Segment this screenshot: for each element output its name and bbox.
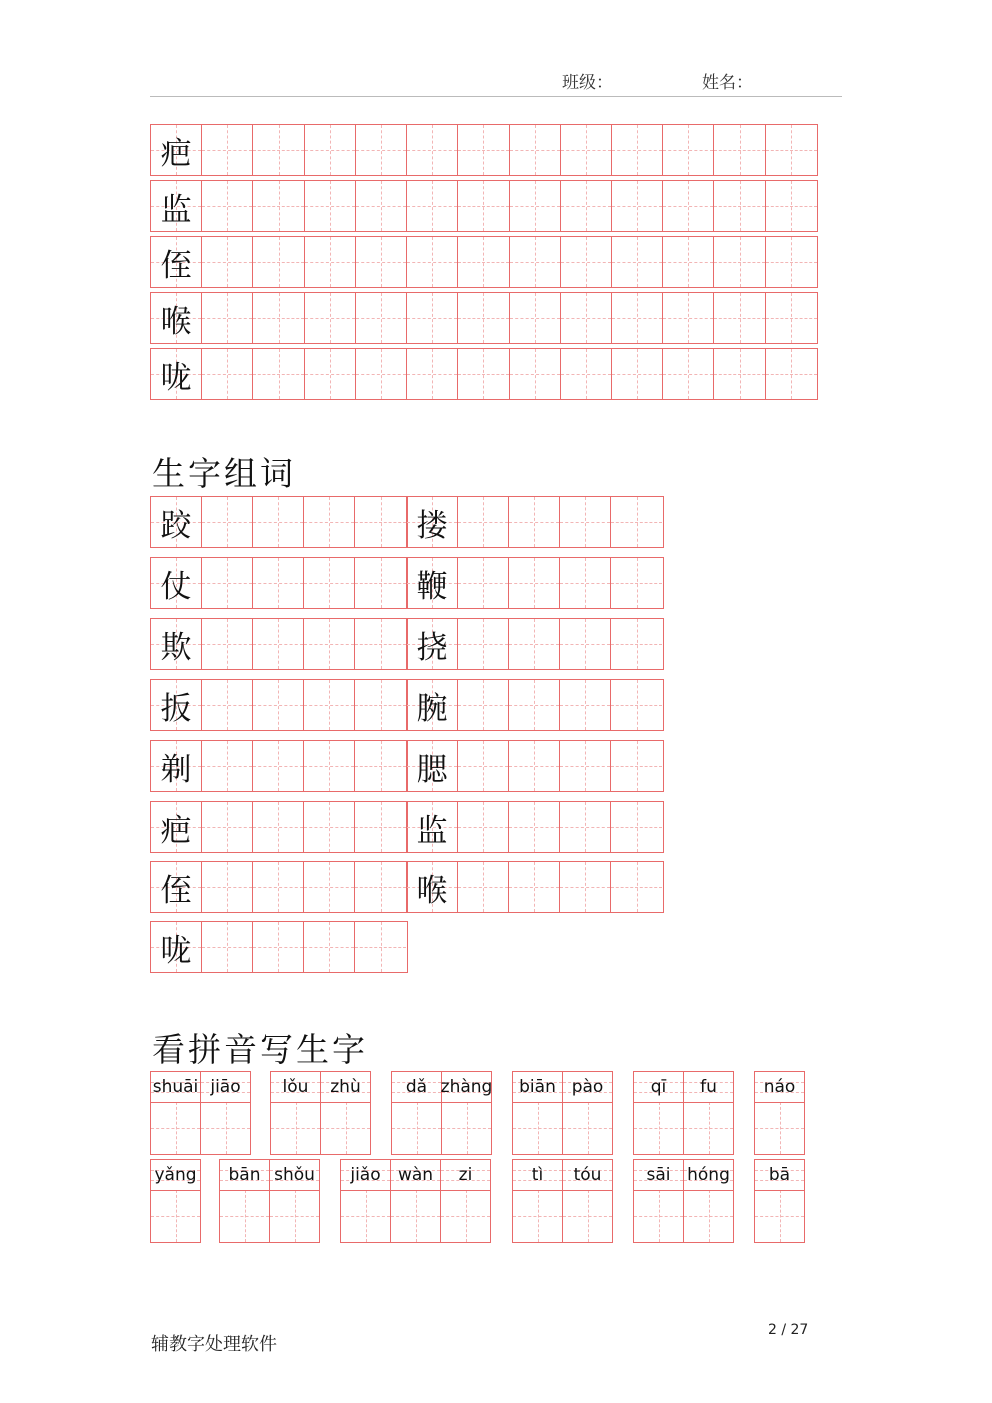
write-box[interactable] [634, 1102, 683, 1154]
grid-cell[interactable] [151, 619, 202, 669]
footer-software: 辅教字处理软件 [151, 1334, 277, 1355]
grid-cell[interactable] [151, 802, 202, 852]
grid-cell[interactable] [407, 741, 458, 791]
character: 跤 [160, 507, 192, 544]
grid-cell[interactable] [304, 680, 355, 730]
grid-cell[interactable] [202, 497, 253, 547]
grid-cell[interactable] [202, 862, 253, 912]
word-row-right [406, 496, 664, 548]
write-box[interactable] [392, 1102, 441, 1154]
word-row-right [406, 801, 664, 853]
pinyin-box[interactable] [562, 1071, 613, 1155]
character: 剃 [160, 751, 192, 788]
grid-cell[interactable] [202, 619, 253, 669]
grid-cell[interactable] [253, 680, 304, 730]
grid-cell[interactable] [510, 293, 561, 343]
grid-cell[interactable] [663, 181, 714, 231]
grid-cell[interactable] [766, 125, 817, 175]
grid-cell[interactable] [612, 125, 663, 175]
grid-cell[interactable] [560, 802, 611, 852]
grid-cell[interactable] [355, 802, 406, 852]
word-row-right [406, 679, 664, 731]
grid-cell[interactable] [253, 293, 304, 343]
grid-cell[interactable] [561, 293, 612, 343]
grid-cell[interactable] [202, 680, 253, 730]
grid-cell[interactable] [253, 558, 304, 608]
pinyin-box[interactable] [219, 1159, 270, 1243]
grid-cell[interactable] [151, 497, 202, 547]
grid-cell[interactable] [151, 741, 202, 791]
character: 疤 [160, 812, 192, 849]
grid-cell[interactable] [151, 680, 202, 730]
grid-cell[interactable] [458, 619, 509, 669]
grid-cell[interactable] [202, 558, 253, 608]
word-row-left [150, 861, 408, 913]
word-row-left [150, 618, 408, 670]
grid-cell[interactable] [151, 349, 202, 399]
word-row-left [150, 740, 408, 792]
grid-cell[interactable] [202, 181, 253, 231]
grid-cell[interactable] [458, 497, 509, 547]
grid-cell[interactable] [407, 125, 458, 175]
character: 挠 [416, 629, 448, 666]
grid-cell[interactable] [458, 181, 509, 231]
grid-cell[interactable] [407, 349, 458, 399]
pinyin-box[interactable] [441, 1071, 492, 1155]
grid-cell[interactable] [561, 125, 612, 175]
pinyin-text: zi [441, 1160, 490, 1191]
pinyin-group [270, 1071, 370, 1155]
grid-cell[interactable] [611, 497, 662, 547]
grid-cell[interactable] [458, 349, 509, 399]
pinyin-text: náo [755, 1072, 804, 1103]
grid-cell[interactable] [304, 741, 355, 791]
grid-cell[interactable] [714, 349, 765, 399]
character: 咙 [160, 359, 192, 396]
pinyin-box[interactable] [512, 1159, 563, 1243]
grid-cell[interactable] [560, 619, 611, 669]
grid-cell[interactable] [304, 802, 355, 852]
grid-cell[interactable] [560, 558, 611, 608]
pinyin-box[interactable] [200, 1071, 251, 1155]
grid-cell[interactable] [663, 349, 714, 399]
grid-cell[interactable] [356, 181, 407, 231]
write-box[interactable] [755, 1102, 804, 1154]
grid-cell[interactable] [663, 237, 714, 287]
pinyin-text: sāi [634, 1160, 683, 1191]
pinyin-text: bā [755, 1160, 804, 1191]
pinyin-text: dǎ [392, 1072, 441, 1103]
pinyin-text: shuāi [151, 1072, 200, 1103]
character: 监 [160, 191, 192, 228]
pinyin-box[interactable] [320, 1071, 371, 1155]
write-box[interactable] [442, 1102, 491, 1154]
grid-cell[interactable] [561, 181, 612, 231]
grid-cell[interactable] [611, 619, 662, 669]
write-box[interactable] [441, 1190, 490, 1242]
grid-cell[interactable] [561, 237, 612, 287]
grid-cell[interactable] [202, 237, 253, 287]
grid-cell[interactable] [407, 558, 458, 608]
practice-row [150, 348, 818, 400]
grid-cell[interactable] [611, 680, 662, 730]
grid-cell[interactable] [304, 497, 355, 547]
grid-cell[interactable] [611, 862, 662, 912]
practice-row [150, 124, 818, 176]
grid-cell[interactable] [356, 125, 407, 175]
grid-cell[interactable] [305, 293, 356, 343]
grid-cell[interactable] [304, 619, 355, 669]
grid-cell[interactable] [510, 125, 561, 175]
pinyin-box[interactable] [340, 1159, 391, 1243]
pinyin-box[interactable] [150, 1159, 201, 1243]
grid-cell[interactable] [356, 293, 407, 343]
pinyin-text: pào [563, 1072, 612, 1103]
write-box[interactable] [270, 1190, 319, 1242]
grid-cell[interactable] [560, 497, 611, 547]
write-box[interactable] [563, 1190, 612, 1242]
grid-cell[interactable] [202, 741, 253, 791]
pinyin-box[interactable] [633, 1071, 684, 1155]
pinyin-group [219, 1159, 319, 1243]
grid-cell[interactable] [305, 181, 356, 231]
word-row-right [406, 557, 664, 609]
pinyin-box[interactable] [754, 1159, 805, 1243]
word-row-right [406, 861, 664, 913]
pinyin-box[interactable] [562, 1159, 613, 1243]
write-box[interactable] [151, 1102, 200, 1154]
grid-cell[interactable] [151, 558, 202, 608]
write-box[interactable] [151, 1190, 200, 1242]
grid-cell[interactable] [560, 741, 611, 791]
grid-cell[interactable] [355, 862, 406, 912]
grid-cell[interactable] [355, 922, 406, 972]
grid-cell[interactable] [407, 619, 458, 669]
practice-row [150, 180, 818, 232]
write-box[interactable] [634, 1190, 683, 1242]
grid-cell[interactable] [458, 237, 509, 287]
grid-cell[interactable] [766, 349, 817, 399]
grid-cell[interactable] [202, 922, 253, 972]
pinyin-box[interactable] [440, 1159, 491, 1243]
grid-cell[interactable] [766, 181, 817, 231]
grid-cell[interactable] [253, 862, 304, 912]
grid-cell[interactable] [509, 862, 560, 912]
grid-cell[interactable] [356, 349, 407, 399]
grid-cell[interactable] [151, 922, 202, 972]
pinyin-text: yǎng [151, 1160, 200, 1191]
pinyin-text: zhàng [442, 1072, 491, 1103]
grid-cell[interactable] [253, 497, 304, 547]
pinyin-box[interactable] [391, 1071, 442, 1155]
grid-cell[interactable] [407, 680, 458, 730]
write-box[interactable] [513, 1190, 562, 1242]
word-row-left [150, 801, 408, 853]
character: 扳 [160, 690, 192, 727]
grid-cell[interactable] [305, 125, 356, 175]
character: 腮 [416, 751, 448, 788]
grid-cell[interactable] [407, 497, 458, 547]
character: 欺 [160, 629, 192, 666]
grid-cell[interactable] [509, 558, 560, 608]
grid-cell[interactable] [663, 293, 714, 343]
grid-cell[interactable] [714, 237, 765, 287]
section-title-word-building: 生字组词 [152, 454, 296, 493]
write-box[interactable] [201, 1102, 250, 1154]
pinyin-group [340, 1159, 490, 1243]
grid-cell[interactable] [612, 181, 663, 231]
grid-cell[interactable] [458, 802, 509, 852]
grid-cell[interactable] [355, 497, 406, 547]
grid-cell[interactable] [304, 558, 355, 608]
grid-cell[interactable] [151, 862, 202, 912]
pinyin-box[interactable] [683, 1159, 734, 1243]
pinyin-text: fu [684, 1072, 733, 1103]
pinyin-text: qī [634, 1072, 683, 1103]
pinyin-group [512, 1159, 612, 1243]
write-box[interactable] [341, 1190, 390, 1242]
grid-cell[interactable] [355, 558, 406, 608]
pinyin-box[interactable] [270, 1071, 321, 1155]
grid-cell[interactable] [611, 802, 662, 852]
grid-cell[interactable] [509, 619, 560, 669]
name-label: 姓名： [702, 73, 753, 93]
character: 侄 [160, 872, 192, 909]
character: 鞭 [416, 568, 448, 605]
pinyin-text: tì [513, 1160, 562, 1191]
pinyin-box[interactable] [633, 1159, 684, 1243]
grid-cell[interactable] [510, 349, 561, 399]
pinyin-text: biān [513, 1072, 562, 1103]
practice-row [150, 236, 818, 288]
write-box[interactable] [321, 1102, 370, 1154]
grid-cell[interactable] [407, 862, 458, 912]
grid-cell[interactable] [253, 181, 304, 231]
pinyin-text: bān [220, 1160, 269, 1191]
character: 腕 [416, 690, 448, 727]
character: 搂 [416, 507, 448, 544]
character: 喉 [160, 303, 192, 340]
pinyin-group [512, 1071, 612, 1155]
write-box[interactable] [391, 1190, 440, 1242]
grid-cell[interactable] [510, 181, 561, 231]
pinyin-group [754, 1159, 804, 1243]
page-number: 2 / 27 [768, 1322, 809, 1338]
class-label: 班级： [562, 73, 613, 93]
grid-cell[interactable] [612, 237, 663, 287]
grid-cell[interactable] [356, 237, 407, 287]
write-box[interactable] [684, 1102, 733, 1154]
pinyin-group [754, 1071, 804, 1155]
pinyin-text: jiāo [201, 1072, 250, 1103]
pinyin-text: zhù [321, 1072, 370, 1103]
word-row-right [406, 740, 664, 792]
grid-cell[interactable] [355, 619, 406, 669]
grid-cell[interactable] [509, 741, 560, 791]
grid-cell[interactable] [253, 922, 304, 972]
grid-cell[interactable] [202, 802, 253, 852]
pinyin-text: shǒu [270, 1160, 319, 1191]
grid-cell[interactable] [458, 741, 509, 791]
write-box[interactable] [755, 1190, 804, 1242]
grid-cell[interactable] [560, 862, 611, 912]
grid-cell[interactable] [458, 558, 509, 608]
word-row-left [150, 557, 408, 609]
pinyin-group [633, 1159, 733, 1243]
grid-cell[interactable] [305, 237, 356, 287]
grid-cell[interactable] [202, 293, 253, 343]
grid-cell[interactable] [253, 802, 304, 852]
pinyin-group [633, 1071, 733, 1155]
pinyin-group [150, 1071, 250, 1155]
grid-cell[interactable] [253, 619, 304, 669]
grid-cell[interactable] [407, 237, 458, 287]
pinyin-box[interactable] [150, 1071, 201, 1155]
grid-cell[interactable] [612, 293, 663, 343]
grid-cell[interactable] [612, 349, 663, 399]
grid-cell[interactable] [766, 293, 817, 343]
pinyin-text: tóu [563, 1160, 612, 1191]
grid-cell[interactable] [151, 181, 202, 231]
grid-cell[interactable] [663, 125, 714, 175]
grid-cell[interactable] [714, 181, 765, 231]
pinyin-text: wàn [391, 1160, 440, 1191]
grid-cell[interactable] [458, 862, 509, 912]
write-box[interactable] [563, 1102, 612, 1154]
grid-cell[interactable] [407, 293, 458, 343]
grid-cell[interactable] [304, 922, 355, 972]
grid-cell[interactable] [304, 862, 355, 912]
pinyin-box[interactable] [683, 1071, 734, 1155]
grid-cell[interactable] [611, 741, 662, 791]
grid-cell[interactable] [510, 237, 561, 287]
pinyin-text: jiǎo [341, 1160, 390, 1191]
grid-cell[interactable] [714, 293, 765, 343]
grid-cell[interactable] [151, 125, 202, 175]
grid-cell[interactable] [253, 237, 304, 287]
word-row-left [150, 921, 408, 973]
grid-cell[interactable] [253, 741, 304, 791]
pinyin-text: lǒu [271, 1072, 320, 1103]
character: 喉 [416, 872, 448, 909]
grid-cell[interactable] [458, 125, 509, 175]
grid-cell[interactable] [766, 237, 817, 287]
grid-cell[interactable] [202, 125, 253, 175]
pinyin-box[interactable] [512, 1071, 563, 1155]
character: 监 [416, 812, 448, 849]
grid-cell[interactable] [561, 349, 612, 399]
write-box[interactable] [220, 1190, 269, 1242]
pinyin-box[interactable] [754, 1071, 805, 1155]
grid-cell[interactable] [458, 680, 509, 730]
grid-cell[interactable] [355, 741, 406, 791]
grid-cell[interactable] [407, 802, 458, 852]
grid-cell[interactable] [509, 802, 560, 852]
pinyin-box[interactable] [390, 1159, 441, 1243]
grid-cell[interactable] [611, 558, 662, 608]
pinyin-box[interactable] [269, 1159, 320, 1243]
grid-cell[interactable] [560, 680, 611, 730]
grid-cell[interactable] [305, 349, 356, 399]
word-row-left [150, 496, 408, 548]
grid-cell[interactable] [714, 125, 765, 175]
write-box[interactable] [513, 1102, 562, 1154]
pinyin-group [391, 1071, 491, 1155]
write-box[interactable] [684, 1190, 733, 1242]
character: 疤 [160, 135, 192, 172]
grid-cell[interactable] [151, 237, 202, 287]
grid-cell[interactable] [151, 293, 202, 343]
grid-cell[interactable] [509, 497, 560, 547]
pinyin-group [150, 1159, 200, 1243]
header-divider [150, 96, 842, 97]
grid-cell[interactable] [253, 349, 304, 399]
grid-cell[interactable] [458, 293, 509, 343]
word-row-left [150, 679, 408, 731]
grid-cell[interactable] [407, 181, 458, 231]
write-box[interactable] [271, 1102, 320, 1154]
character: 仗 [160, 568, 192, 605]
pinyin-text: hóng [684, 1160, 733, 1191]
character: 咙 [160, 932, 192, 969]
character: 侄 [160, 247, 192, 284]
practice-row [150, 292, 818, 344]
word-row-right [406, 618, 664, 670]
grid-cell[interactable] [202, 349, 253, 399]
grid-cell[interactable] [355, 680, 406, 730]
grid-cell[interactable] [253, 125, 304, 175]
grid-cell[interactable] [509, 680, 560, 730]
section-title-pinyin: 看拼音写生字 [152, 1030, 368, 1069]
